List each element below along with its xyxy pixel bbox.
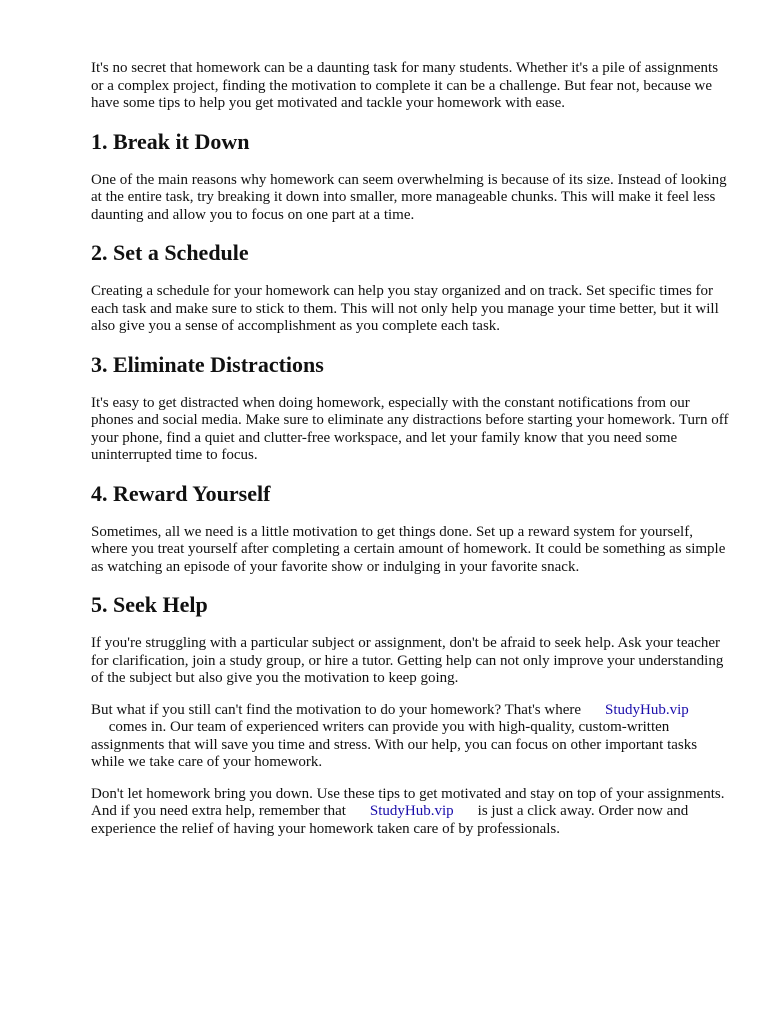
paragraph-eliminate-distractions: It's easy to get distracted when doing homework, especially with the constant notifications from our phones and social media. Make sure to eliminate any distractions before starting your homework. Turn off your phone, find a quiet and clutter-free workspace, and let your family know that you need some uninterrupted time to focus. [91,394,729,463]
heading-set-a-schedule: 2. Set a Schedule [91,240,249,265]
closing-text-after: is just a click away. Order now and experience the relief of having your homework taken care of by professionals. [91,803,689,837]
promo-text-after: comes in. Our team of experienced writers can provide you with high-quality, custom-written assignments that will save you time and stress. With our help, you can focus on other important tasks while we take care of your homework. [91,719,698,770]
studyhub-link[interactable]: StudyHub.vip [605,701,689,718]
paragraph-seek-help: If you're struggling with a particular subject or assignment, don't be afraid to seek help. Ask your teacher for clarification, join a study group, or hire a tutor. Getting help can not only improve your understanding of the subject but also give you the motivation to keep going. [91,635,724,686]
heading-reward-yourself: 4. Reward Yourself [91,480,271,506]
paragraph-set-a-schedule: Creating a schedule for your homework can help you stay organized and on track. Set specific times for each task and make sure to stick to them. This will not only help you manage your time better, but it will also give you a sense of accomplishment as you complete each task. [91,283,719,334]
document-page [91,60,731,854]
promo-text-before: But what if you still can't find the motivation to do your homework? That's where [91,701,582,718]
heading-seek-help: 5. Seek Help [91,592,208,617]
closing-paragraph [91,786,731,839]
closing-text-before: Don't let homework bring you down. Use these tips to get motivated and stay on top of your assignments. And if you need extra help, remember that [91,785,725,819]
heading-eliminate-distractions: 3. Eliminate Distractions [91,351,324,377]
intro-paragraph: It's no secret that homework can be a daunting task for many students. Whether it's a pile of assignments or a complex project, finding the motivation to complete it can be a challenge. But fear not, because we have some tips to help you get motivated and tackle your homework with ease. [91,60,719,111]
paragraph-reward-yourself: Sometimes, all we need is a little motivation to get things done. Set up a reward system for yourself, where you treat yourself after completing a certain amount of homework. It could be something as simple as watching an episode of your favorite show or indulging in your favorite snack. [91,523,726,575]
paragraph-break-it-down: One of the main reasons why homework can seem overwhelming is because of its size. Instead of looking at the entire task, try breaking it down into smaller, more manageable chunks. This will make it feel less daunting and allow you to focus on one part at a time. [91,171,727,223]
studyhub-link-closing[interactable]: StudyHub.vip [369,803,454,819]
promo-paragraph [91,702,731,772]
heading-break-it-down: 1. Break it Down [91,128,250,154]
